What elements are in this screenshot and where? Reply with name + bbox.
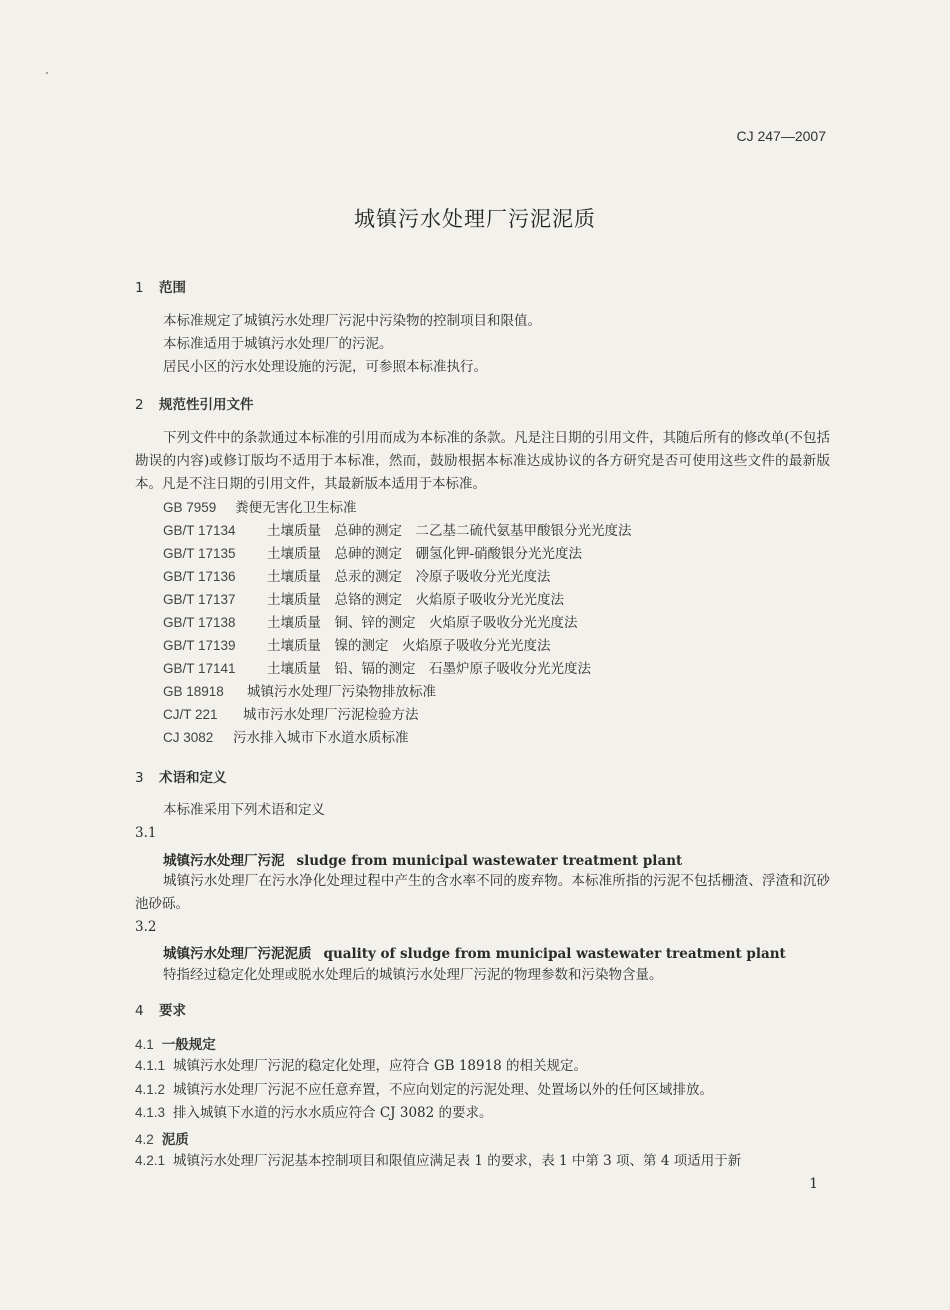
clause-number: 4.2.1: [135, 1153, 166, 1168]
clause-number: 4.2: [135, 1132, 154, 1147]
reference-code: GB 7959: [163, 500, 217, 515]
reference-title: 土壤质量 铜、锌的测定 火焰原子吸收分光光度法: [267, 615, 578, 631]
term-heading: [163, 849, 682, 869]
reference-code: GB/T 17141: [163, 661, 236, 676]
section-heading-terms: [135, 766, 227, 786]
section-number: 4: [135, 1003, 144, 1019]
section-title: 规范性引用文件: [159, 397, 254, 413]
scope-paragraph-3: 居民小区的污水处理设施的污泥，可参照本标准执行。: [163, 359, 487, 375]
reference-title: 城镇污水处理厂污染物排放标准: [247, 684, 436, 700]
reference-title: 土壤质量 总汞的测定 冷原子吸收分光光度法: [267, 569, 551, 585]
section-title: 范围: [159, 280, 186, 296]
scope-paragraph-2: 本标准适用于城镇污水处理厂的污泥。: [163, 336, 393, 352]
clause-4-1-1: [135, 1054, 587, 1078]
reference-title: 土壤质量 总砷的测定 硼氢化钾-硝酸银分光光度法: [267, 546, 583, 562]
clause-4-1-2: [135, 1078, 713, 1102]
clause-text: 泥质: [161, 1132, 189, 1148]
term-en: quality of sludge from municipal wastewater treatment plant: [323, 946, 786, 962]
standard-number: CJ 247—2007: [736, 128, 826, 144]
term-en: sludge from municipal wastewater treatment plant: [296, 853, 683, 869]
clause-text: 城镇污水处理厂污泥基本控制项目和限值应满足表 1 的要求，表 1 中第 3 项、第 4 项适用于新: [173, 1153, 742, 1169]
reference-title: 土壤质量 铅、镉的测定 石墨炉原子吸收分光光度法: [267, 661, 591, 677]
term-number: 3.1: [135, 825, 157, 841]
scope-paragraph-1: 本标准规定了城镇污水处理厂污泥中污染物的控制项目和限值。: [163, 313, 541, 329]
reference-code: GB/T 17138: [163, 615, 236, 630]
clause-4-1: [135, 1033, 216, 1053]
reference-item: [163, 519, 632, 543]
reference-title: 土壤质量 镍的测定 火焰原子吸收分光光度法: [267, 638, 551, 654]
clause-text: 城镇污水处理厂污泥的稳定化处理，应符合 GB 18918 的相关规定。: [173, 1058, 588, 1074]
page-number: 1: [809, 1176, 818, 1192]
terms-intro: 本标准采用下列术语和定义: [163, 802, 325, 818]
reference-title: 土壤质量 总砷的测定 二乙基二硫代氨基甲酸银分光光度法: [267, 523, 632, 539]
reference-code: GB/T 17139: [163, 638, 236, 653]
reference-title: 污水排入城市下水道水质标准: [233, 730, 409, 746]
clause-number: 4.1.3: [135, 1105, 166, 1120]
reference-item: [163, 565, 551, 589]
term-definition: 城镇污水处理厂在污水净化处理过程中产生的含水率不同的废弃物。本标准所指的污泥不包括栅渣、浮渣和沉砂池砂砾。: [135, 873, 830, 912]
clause-text: 排入城镇下水道的污水水质应符合 CJ 3082 的要求。: [173, 1105, 493, 1121]
term-heading: [163, 942, 786, 962]
reference-title: 粪便无害化卫生标准: [235, 500, 357, 516]
scan-speck: [46, 72, 48, 74]
clause-4-2: [135, 1128, 189, 1148]
term-cn: 城镇污水处理厂污泥: [163, 853, 285, 869]
references-intro: 下列文件中的条款通过本标准的引用而成为本标准的条款。凡是注日期的引用文件，其随后所有的修改单(不包括勘误的内容)或修订版均不适用于本标准，然而，鼓励根据本标准达成协议的各方研究是否可使用这些文件的最新版本。凡是不注日期的引用文件，其最新版本适用于本标准。: [135, 430, 830, 492]
reference-code: CJ 3082: [163, 730, 214, 745]
section-heading-requirements: [135, 999, 186, 1019]
reference-item: [163, 542, 582, 566]
reference-item: [163, 611, 578, 635]
reference-code: GB 18918: [163, 684, 224, 699]
reference-item: [163, 588, 564, 612]
page-title: 城镇污水处理厂污泥泥质: [354, 207, 596, 231]
clause-text: 城镇污水处理厂污泥不应任意弃置，不应向划定的污泥处理、处置场以外的任何区域排放。: [173, 1082, 714, 1098]
reference-item: [163, 634, 551, 658]
section-number: 1: [135, 280, 144, 296]
reference-item: [163, 703, 419, 727]
clause-4-1-3: [135, 1101, 493, 1125]
section-number: 2: [135, 397, 144, 413]
reference-code: GB/T 17137: [163, 592, 236, 607]
section-title: 要求: [159, 1003, 186, 1019]
reference-item: [163, 726, 409, 750]
section-heading-scope: [135, 276, 186, 296]
term-definition: 特指经过稳定化处理或脱水处理后的城镇污水处理厂污泥的物理参数和污染物含量。: [163, 967, 663, 983]
reference-title: 土壤质量 总铬的测定 火焰原子吸收分光光度法: [267, 592, 564, 608]
reference-code: GB/T 17134: [163, 523, 236, 538]
clause-number: 4.1.2: [135, 1082, 166, 1097]
clause-number: 4.1.1: [135, 1058, 166, 1073]
reference-item: [163, 680, 436, 704]
clause-text: 一般规定: [161, 1037, 216, 1053]
reference-code: GB/T 17135: [163, 546, 236, 561]
section-number: 3: [135, 770, 144, 786]
reference-code: GB/T 17136: [163, 569, 236, 584]
section-title: 术语和定义: [159, 770, 227, 786]
clause-4-2-1: [135, 1149, 741, 1173]
clause-number: 4.1: [135, 1037, 154, 1052]
reference-item: [163, 657, 591, 681]
reference-item: [163, 496, 357, 520]
reference-code: CJ/T 221: [163, 707, 218, 722]
term-cn: 城镇污水处理厂污泥泥质: [163, 946, 312, 962]
section-heading-references: [135, 393, 254, 413]
reference-title: 城市污水处理厂污泥检验方法: [243, 707, 419, 723]
term-number: 3.2: [135, 919, 157, 935]
